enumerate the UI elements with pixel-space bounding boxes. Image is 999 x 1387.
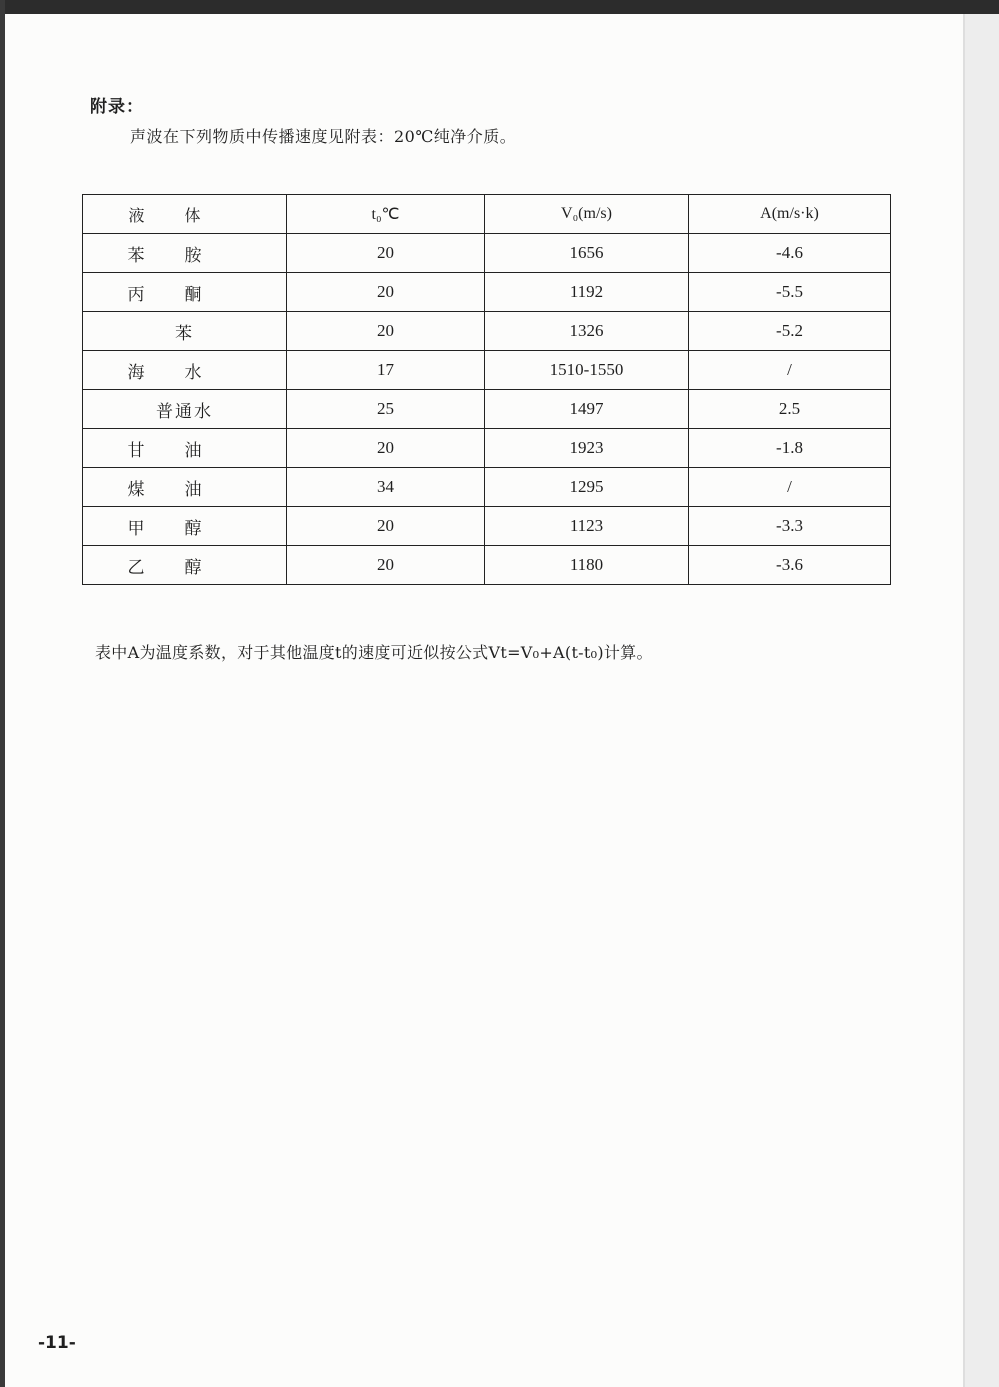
cell-substance: 煤油 bbox=[83, 468, 287, 507]
cell-temperature: 20 bbox=[287, 273, 485, 312]
header-velocity: V₀(m/s) bbox=[485, 195, 689, 234]
table-row bbox=[83, 234, 891, 273]
cell-temperature: 20 bbox=[287, 234, 485, 273]
cell-velocity: 1180 bbox=[485, 546, 689, 585]
cell-velocity: 1123 bbox=[485, 507, 689, 546]
table-row bbox=[83, 546, 891, 585]
cell-velocity: 1326 bbox=[485, 312, 689, 351]
cell-coefficient: -1.8 bbox=[689, 429, 891, 468]
cell-substance: 乙醇 bbox=[83, 546, 287, 585]
cell-coefficient: 2.5 bbox=[689, 390, 891, 429]
cell-substance: 普通水 bbox=[83, 390, 287, 429]
scan-top-edge bbox=[0, 0, 999, 14]
page-number: -11- bbox=[38, 1333, 76, 1353]
cell-temperature: 20 bbox=[287, 507, 485, 546]
cell-velocity: 1497 bbox=[485, 390, 689, 429]
cell-substance: 丙酮 bbox=[83, 273, 287, 312]
cell-coefficient: -3.3 bbox=[689, 507, 891, 546]
cell-substance: 海水 bbox=[83, 351, 287, 390]
cell-temperature: 20 bbox=[287, 312, 485, 351]
sound-speed-table bbox=[82, 194, 891, 585]
cell-coefficient: -5.2 bbox=[689, 312, 891, 351]
table-row bbox=[83, 312, 891, 351]
cell-coefficient: -4.6 bbox=[689, 234, 891, 273]
table-row bbox=[83, 507, 891, 546]
appendix-heading: 附录： bbox=[90, 97, 144, 117]
cell-coefficient: / bbox=[689, 351, 891, 390]
cell-coefficient: -3.6 bbox=[689, 546, 891, 585]
table-row bbox=[83, 273, 891, 312]
cell-substance: 甘油 bbox=[83, 429, 287, 468]
cell-coefficient: / bbox=[689, 468, 891, 507]
cell-substance: 苯胺 bbox=[83, 234, 287, 273]
cell-temperature: 17 bbox=[287, 351, 485, 390]
cell-substance: 苯 bbox=[83, 312, 287, 351]
cell-velocity: 1656 bbox=[485, 234, 689, 273]
scan-left-edge bbox=[0, 0, 5, 1387]
table-header-row bbox=[83, 195, 891, 234]
formula-note: 表中A为温度系数，对于其他温度t的速度可近似按公式Vt=V₀+A(t-t₀)计算。 bbox=[95, 643, 653, 662]
header-temperature: t₀℃ bbox=[287, 195, 485, 234]
cell-temperature: 34 bbox=[287, 468, 485, 507]
cell-velocity: 1510-1550 bbox=[485, 351, 689, 390]
header-substance: 液体 bbox=[83, 195, 287, 234]
cell-velocity: 1295 bbox=[485, 468, 689, 507]
intro-text: 声波在下列物质中传播速度见附表：20℃纯净介质。 bbox=[130, 127, 517, 146]
cell-temperature: 25 bbox=[287, 390, 485, 429]
table-row bbox=[83, 468, 891, 507]
cell-substance: 甲醇 bbox=[83, 507, 287, 546]
table-row bbox=[83, 351, 891, 390]
scan-right-margin bbox=[965, 14, 999, 1387]
cell-temperature: 20 bbox=[287, 546, 485, 585]
cell-temperature: 20 bbox=[287, 429, 485, 468]
header-coefficient: A(m/s·k) bbox=[689, 195, 891, 234]
cell-velocity: 1192 bbox=[485, 273, 689, 312]
cell-velocity: 1923 bbox=[485, 429, 689, 468]
table-row bbox=[83, 429, 891, 468]
table-row bbox=[83, 390, 891, 429]
cell-coefficient: -5.5 bbox=[689, 273, 891, 312]
